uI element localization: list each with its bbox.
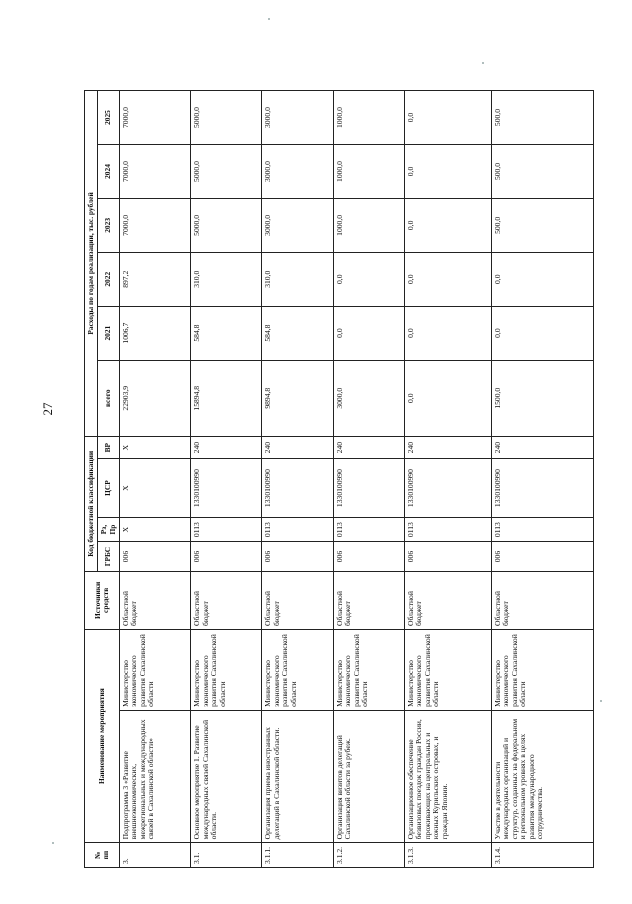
- row-number: 3.1.4.: [491, 843, 593, 868]
- header-no: № пп: [85, 843, 120, 868]
- table-row: [262, 91, 333, 868]
- row-2024: 500,0: [491, 145, 593, 199]
- row-2025: 3000,0: [262, 91, 333, 145]
- row-2023: 3000,0: [262, 198, 333, 252]
- page-number: 27: [40, 402, 55, 416]
- row-source: Областной бюджет: [491, 571, 593, 629]
- row-csr: 1330100990: [491, 459, 593, 517]
- row-executor: Министерство экономического развития Сахалинской области: [119, 630, 190, 711]
- row-2024: 0,0: [404, 145, 491, 199]
- row-total: 1500,0: [491, 360, 593, 436]
- row-2021: 1006,7: [119, 306, 190, 360]
- row-number: 3.1.: [191, 843, 262, 868]
- row-executor: Министерство экономического развития Сахалинской области: [404, 630, 491, 711]
- header-2021: 2021: [98, 306, 120, 360]
- header-total: всего: [98, 360, 120, 436]
- row-number: 3.: [119, 843, 190, 868]
- row-rz: 0113: [191, 517, 262, 542]
- row-2022: 0,0: [491, 252, 593, 306]
- row-2023: 500,0: [491, 198, 593, 252]
- row-rz: 0113: [333, 517, 404, 542]
- row-vr: 240: [491, 436, 593, 459]
- table-row: [119, 91, 190, 868]
- row-vr: 240: [262, 436, 333, 459]
- row-2024: 1000,0: [333, 145, 404, 199]
- row-source: Областной бюджет: [333, 571, 404, 629]
- row-vr: 240: [333, 436, 404, 459]
- row-2022: 0,0: [333, 252, 404, 306]
- scan-speck: [482, 62, 484, 64]
- row-2022: 0,0: [404, 252, 491, 306]
- row-executor: Министерство экономического развития Сахалинской области: [491, 630, 593, 711]
- row-name: Организация визитов делегаций Сахалинской области за рубеж.: [333, 710, 404, 842]
- row-csr: 1330100990: [404, 459, 491, 517]
- row-grbs: 006: [262, 542, 333, 571]
- header-csr: ЦСР: [98, 459, 120, 517]
- row-executor: Министерство экономического развития Сахалинской области: [262, 630, 333, 711]
- row-2023: 1000,0: [333, 198, 404, 252]
- row-source: Областной бюджет: [119, 571, 190, 629]
- row-2024: 7000,0: [119, 145, 190, 199]
- budget-table: [84, 90, 594, 868]
- row-2021: 584,8: [191, 306, 262, 360]
- row-csr: 1330100990: [333, 459, 404, 517]
- row-grbs: 006: [191, 542, 262, 571]
- row-2023: 5000,0: [191, 198, 262, 252]
- header-2025: 2025: [98, 91, 120, 145]
- row-csr: 1330100990: [262, 459, 333, 517]
- row-source: Областной бюджет: [191, 571, 262, 629]
- row-2024: 5000,0: [191, 145, 262, 199]
- row-number: 3.1.1.: [262, 843, 333, 868]
- table-row: [404, 91, 491, 868]
- row-number: 3.1.3.: [404, 843, 491, 868]
- header-vr: ВР: [98, 436, 120, 459]
- row-csr: 1330100990: [191, 459, 262, 517]
- row-rz: 0113: [491, 517, 593, 542]
- row-name: Участие в деятельности международных организаций и структур, созданных на федеральном и региональном уровнях в целях развития международного сотрудничества.: [491, 710, 593, 842]
- header-grbs: ГРБС: [98, 542, 120, 571]
- header-expenses: Расходы по годам реализации, тыс. рублей: [85, 91, 98, 437]
- row-2022: 897,2: [119, 252, 190, 306]
- table-header: [85, 91, 120, 868]
- row-2025: 500,0: [491, 91, 593, 145]
- row-grbs: 006: [333, 542, 404, 571]
- table-body: [119, 91, 593, 868]
- header-sources: Источники средств: [85, 571, 120, 629]
- scan-speck: [52, 842, 54, 844]
- table-row: [191, 91, 262, 868]
- row-2025: 1000,0: [333, 91, 404, 145]
- row-2022: 310,0: [191, 252, 262, 306]
- row-vr: 240: [404, 436, 491, 459]
- header-rz-pr: Рз, Пр: [98, 517, 120, 542]
- header-2023: 2023: [98, 198, 120, 252]
- scan-speck: [268, 18, 270, 20]
- row-executor: Министерство экономического развития Сахалинской области: [191, 630, 262, 711]
- row-source: Областной бюджет: [404, 571, 491, 629]
- row-2023: 0,0: [404, 198, 491, 252]
- table-row: [333, 91, 404, 868]
- row-executor: Министерство экономического развития Сахалинской области: [333, 630, 404, 711]
- scan-speck: [600, 700, 602, 702]
- row-rz: 0113: [404, 517, 491, 542]
- header-budget-code: Код бюджетной классификации: [85, 436, 98, 571]
- row-number: 3.1.2.: [333, 843, 404, 868]
- row-vr: X: [119, 436, 190, 459]
- row-name: Организационное обеспечение безвизовых поездок граждан России, проживающих на центральных и южных Курильских островах, и граждан Японии.: [404, 710, 491, 842]
- rotated-table-container: [84, 90, 594, 868]
- table-row: [491, 91, 593, 868]
- row-csr: X: [119, 459, 190, 517]
- row-2021: 0,0: [491, 306, 593, 360]
- row-name: Подпрограмма 3 «Развитие внешнеэкономических, межрегиональных и международных связей в Сахалинской области»: [119, 710, 190, 842]
- header-name: Наименование мероприятия: [85, 630, 120, 843]
- row-2025: 7000,0: [119, 91, 190, 145]
- row-total: 9894,8: [262, 360, 333, 436]
- row-total: 15894,8: [191, 360, 262, 436]
- row-source: Областной бюджет: [262, 571, 333, 629]
- row-rz: X: [119, 517, 190, 542]
- row-total: 22903,9: [119, 360, 190, 436]
- row-2022: 310,0: [262, 252, 333, 306]
- row-grbs: 006: [491, 542, 593, 571]
- row-name: Организация приема иностранных делегаций в Сахалинской области.: [262, 710, 333, 842]
- row-2025: 5000,0: [191, 91, 262, 145]
- row-vr: 240: [191, 436, 262, 459]
- row-grbs: 006: [404, 542, 491, 571]
- row-rz: 0113: [262, 517, 333, 542]
- header-2022: 2022: [98, 252, 120, 306]
- row-2021: 0,0: [404, 306, 491, 360]
- row-2023: 7000,0: [119, 198, 190, 252]
- row-name: Основное мероприятие 1. Развитие международных связей Сахалинской области.: [191, 710, 262, 842]
- row-2021: 584,8: [262, 306, 333, 360]
- row-total: 0,0: [404, 360, 491, 436]
- row-total: 3000,0: [333, 360, 404, 436]
- row-grbs: 006: [119, 542, 190, 571]
- header-2024: 2024: [98, 145, 120, 199]
- row-2021: 0,0: [333, 306, 404, 360]
- row-2025: 0,0: [404, 91, 491, 145]
- row-2024: 3000,0: [262, 145, 333, 199]
